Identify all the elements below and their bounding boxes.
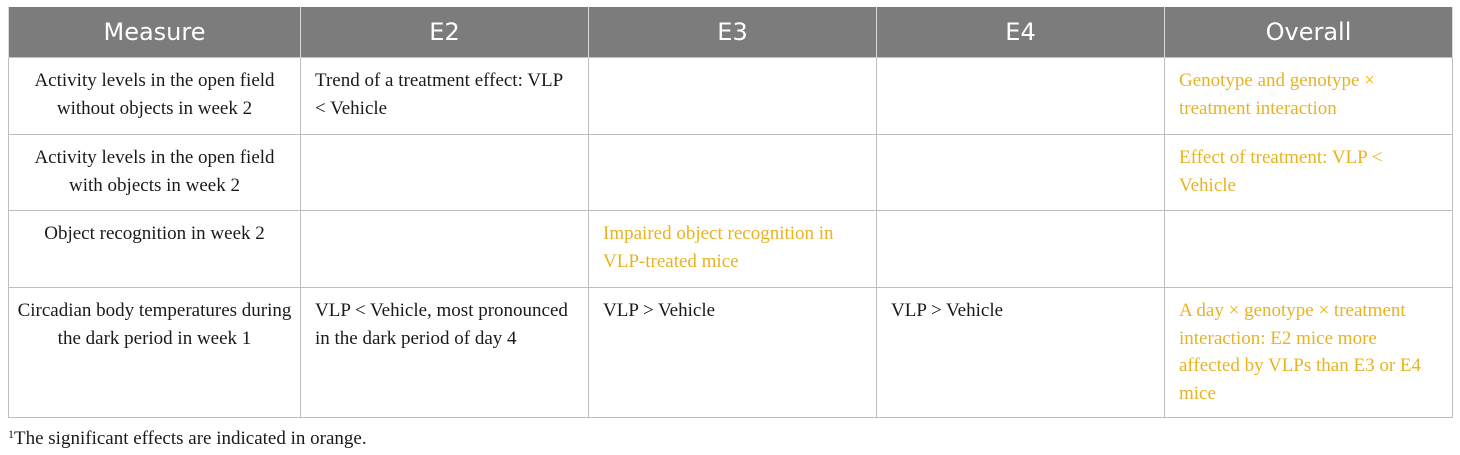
footnote-marker: 1 bbox=[8, 427, 14, 441]
header-e2: E2 bbox=[301, 7, 589, 58]
table-header-row bbox=[9, 7, 1453, 58]
cell-e3: Impaired object recognition in VLP-treated mice bbox=[589, 211, 877, 288]
results-table-container bbox=[8, 7, 1452, 450]
cell-measure: Activity levels in the open field with objects in week 2 bbox=[9, 135, 301, 211]
cell-overall bbox=[1165, 211, 1453, 288]
header-e4: E4 bbox=[877, 7, 1165, 58]
cell-e4: VLP > Vehicle bbox=[877, 288, 1165, 418]
cell-e4 bbox=[877, 58, 1165, 135]
cell-measure: Circadian body temperatures during the dark period in week 1 bbox=[9, 288, 301, 418]
cell-e4 bbox=[877, 211, 1165, 288]
cell-e2: Trend of a treatment effect: VLP < Vehicle bbox=[301, 58, 589, 135]
table-footnote bbox=[8, 427, 1452, 450]
results-table bbox=[8, 7, 1453, 418]
table-row bbox=[9, 135, 1453, 211]
cell-e2 bbox=[301, 135, 589, 211]
cell-e2: VLP < Vehicle, most pronounced in the dark period of day 4 bbox=[301, 288, 589, 418]
cell-e4 bbox=[877, 135, 1165, 211]
table-row bbox=[9, 288, 1453, 418]
cell-e3 bbox=[589, 135, 877, 211]
cell-overall: A day × genotype × treatment interaction: E2 mice more affected by VLPs than E3 or E4 mice bbox=[1165, 288, 1453, 418]
cell-e2 bbox=[301, 211, 589, 288]
header-e3: E3 bbox=[589, 7, 877, 58]
footnote-text: The significant effects are indicated in orange. bbox=[14, 428, 367, 449]
cell-e3: VLP > Vehicle bbox=[589, 288, 877, 418]
cell-overall: Genotype and genotype × treatment interaction bbox=[1165, 58, 1453, 135]
header-measure: Measure bbox=[9, 7, 301, 58]
cell-measure: Object recognition in week 2 bbox=[9, 211, 301, 288]
table-row bbox=[9, 58, 1453, 135]
cell-overall: Effect of treatment: VLP < Vehicle bbox=[1165, 135, 1453, 211]
header-overall: Overall bbox=[1165, 7, 1453, 58]
cell-e3 bbox=[589, 58, 877, 135]
table-row bbox=[9, 211, 1453, 288]
cell-measure: Activity levels in the open field without objects in week 2 bbox=[9, 58, 301, 135]
